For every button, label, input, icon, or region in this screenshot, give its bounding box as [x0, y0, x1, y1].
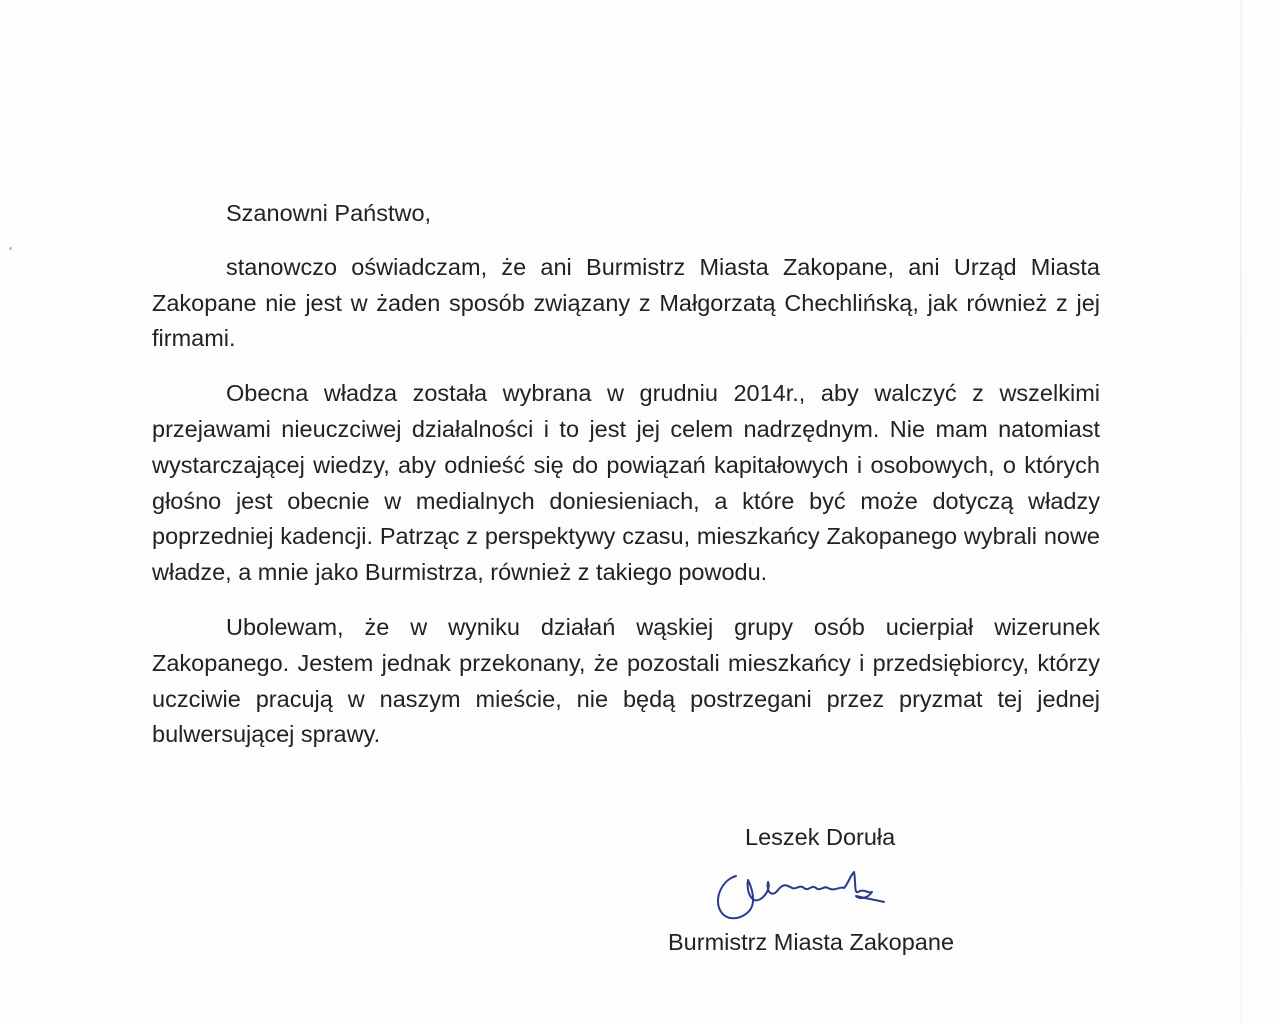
letter-paragraph-3: Ubolewam, że w wyniku działań wąskiej grupy osób ucierpiał wizerunek Zakopanego. Jestem jednak przekonany, że pozostali mieszkańcy i przedsiębiorcy, którzy uczciwie pracują w naszym mieście, nie będą postrzegani przez pryzmat tej jednej bulwersującej sprawy. [152, 613, 1100, 748]
scan-edge [1240, 0, 1242, 1024]
scan-speck [9, 247, 12, 250]
letter-paragraph-2: Obecna władza została wybrana w grudniu 2014r., aby walczyć z wszelkimi przejawami nieuczciwej działalności i to jest jej celem nadrzędnym. Nie mam natomiast wystarczającej wiedzy, aby odnieść się do powiązań kapitałowych i osobowych, o których głośno jest obecnie w medialnych doniesieniach, a które być może dotyczą władzy poprzedniej kadencji. Patrząc z perspektywy czasu, mieszkańcy Zakopanego wybrali nowe władze, a mnie jako Burmistrza, również z takiego powodu. [152, 380, 1100, 586]
letter-body [152, 196, 1100, 772]
signatory-title: Burmistrz Miasta Zakopane [668, 929, 955, 955]
letter-greeting: Szanowni Państwo, [226, 200, 432, 226]
signatory-name: Leszek Doruła [745, 824, 896, 850]
letter-paragraph-1: stanowczo oświadczam, że ani Burmistrz Miasta Zakopane, ani Urząd Miasta Zakopane nie jest w żaden sposób związany z Małgorzatą Chechlińską, jak również z jej firmami. [152, 253, 1100, 352]
handwritten-signature [708, 858, 893, 928]
